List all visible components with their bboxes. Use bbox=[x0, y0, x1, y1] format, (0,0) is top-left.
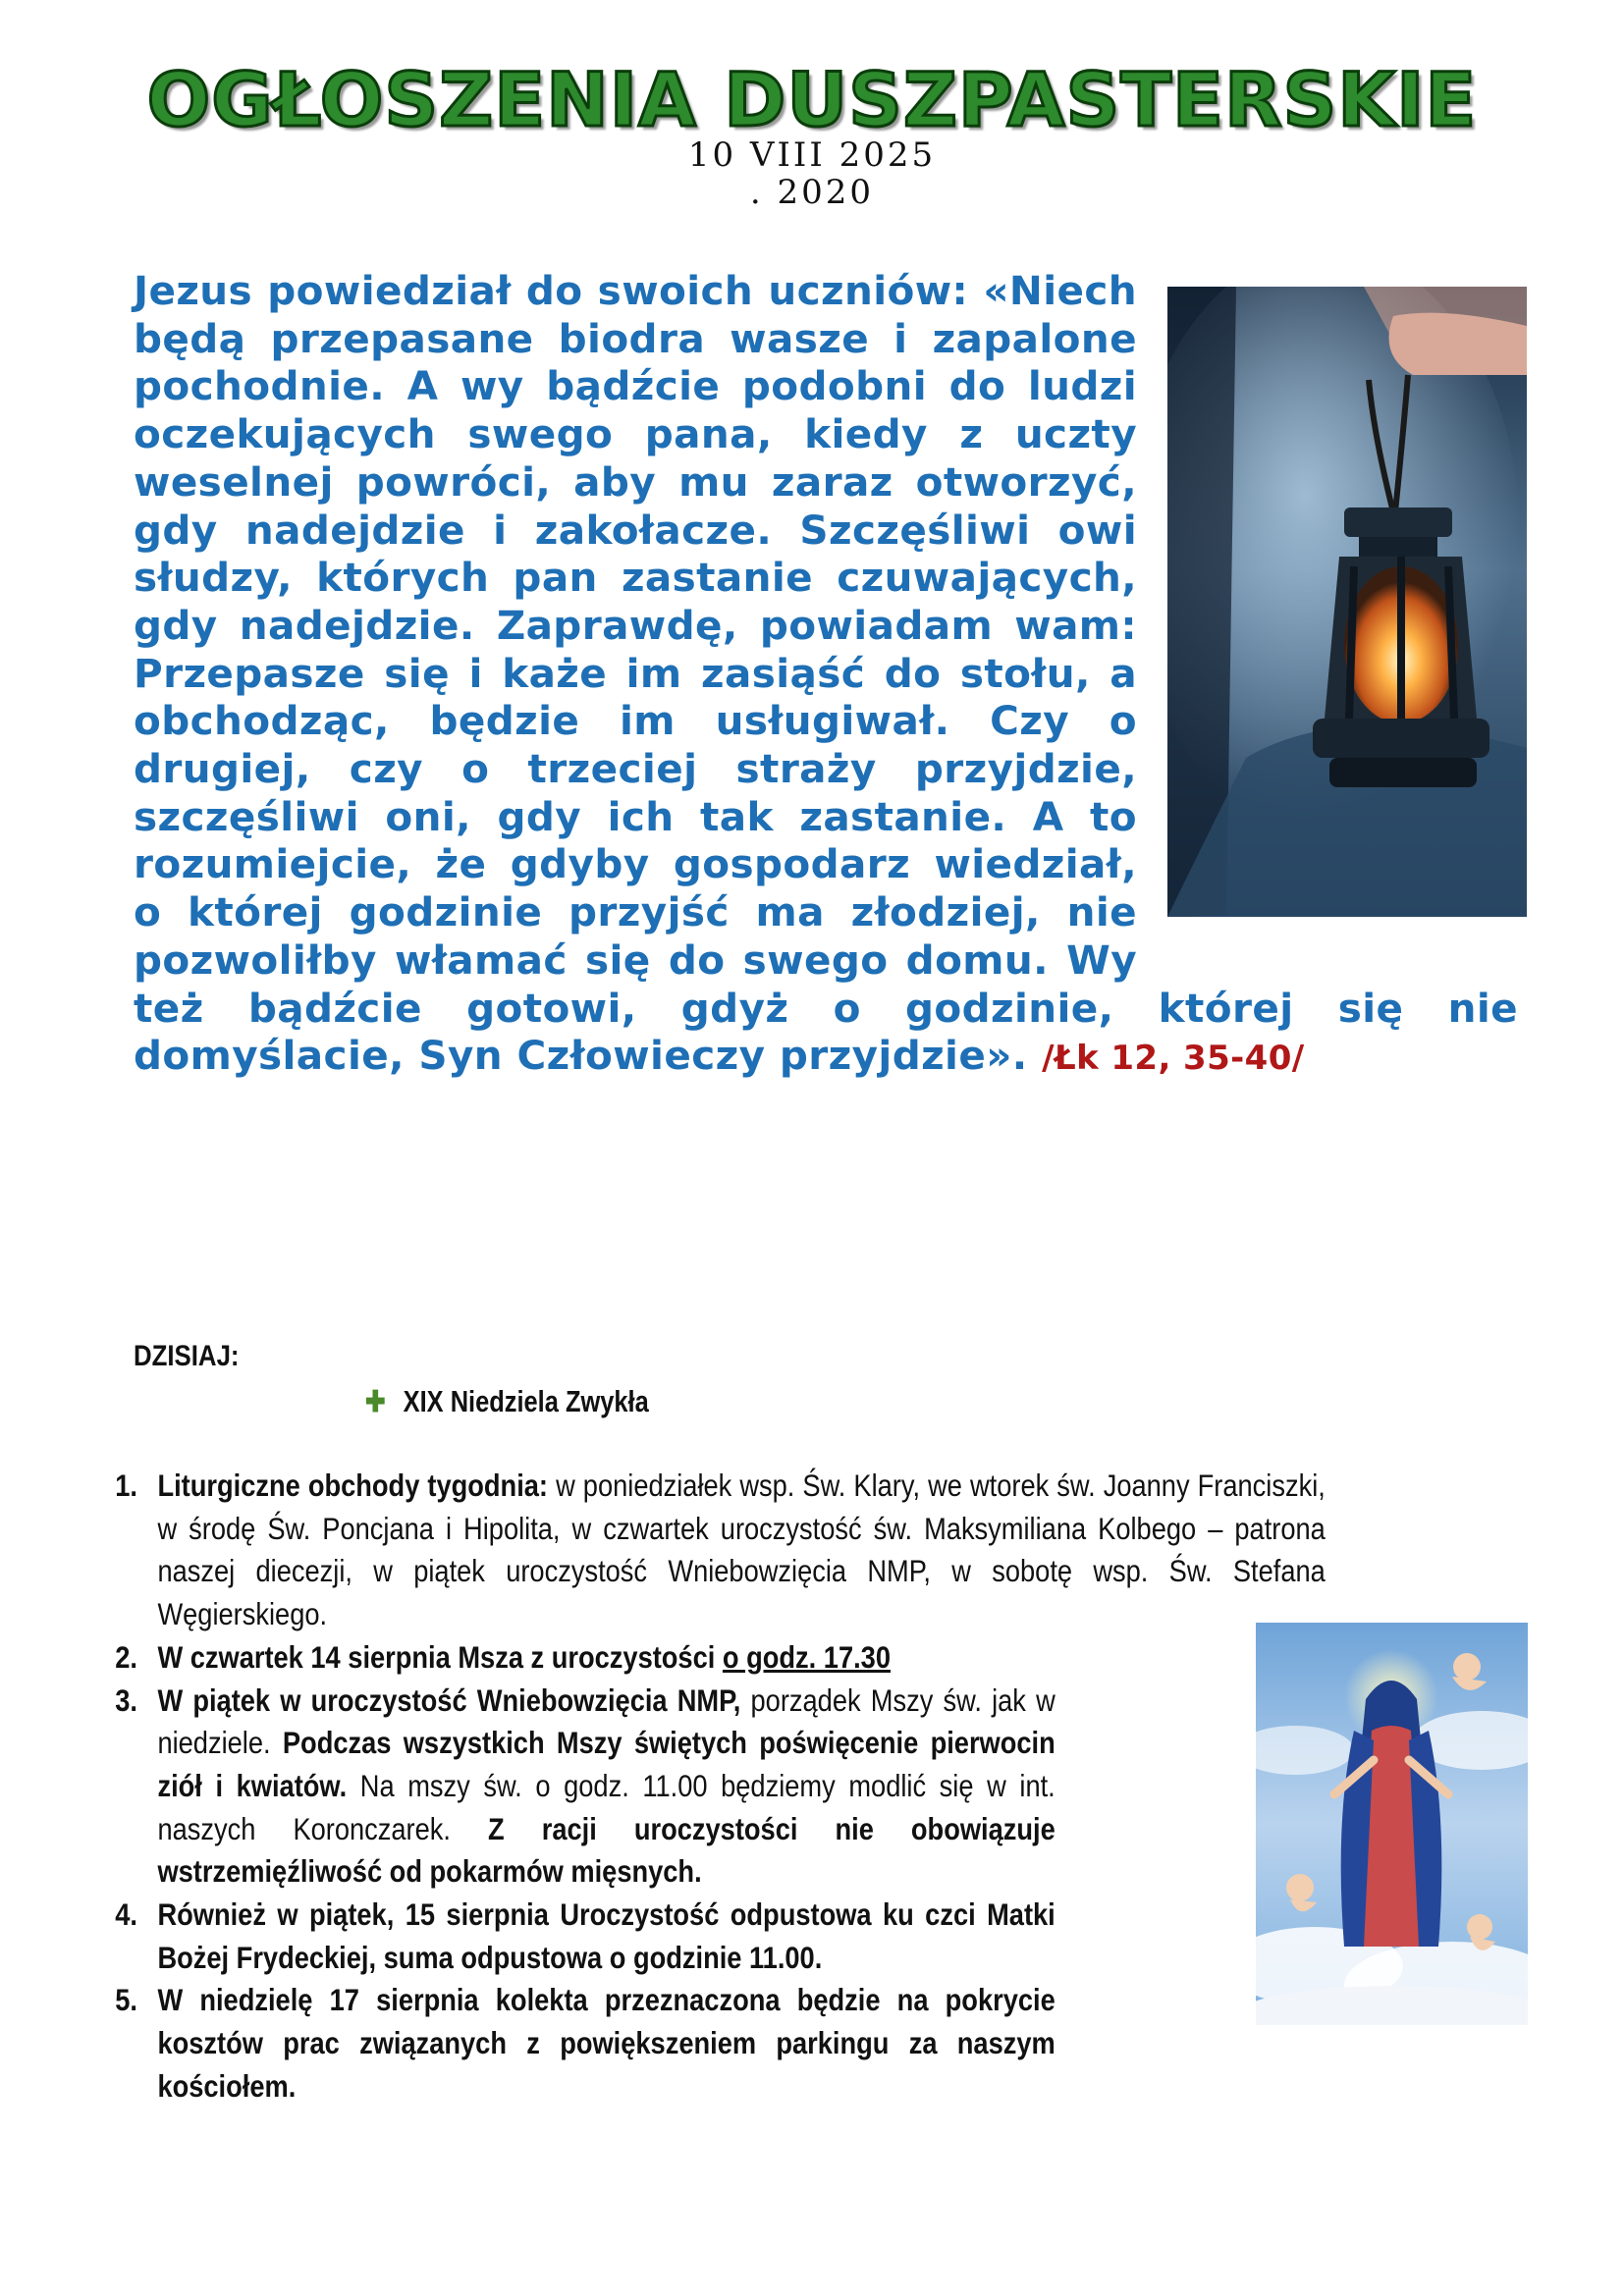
notice-lead: W czwartek 14 sierpnia Msza z uroczystości bbox=[157, 1638, 723, 1675]
notice-lead: Liturgiczne obchody tygodnia: bbox=[157, 1468, 549, 1503]
notice-item bbox=[110, 1680, 1056, 1895]
gospel-reference: /Łk 12, 35-40/ bbox=[1042, 1039, 1305, 1079]
notice-time: o godz. 17.30 bbox=[722, 1638, 892, 1675]
notice-item bbox=[110, 1894, 1056, 1979]
lantern-in-hand-image bbox=[1167, 287, 1527, 917]
notice-text: W niedzielę 17 sierpnia kolekta przeznaczona będzie na pokrycie kosztów prac związanych z powiększeniem parkingu za naszym kościołem. bbox=[157, 1982, 1056, 2104]
assumption-of-mary-image bbox=[1256, 1623, 1528, 2025]
today-label: DZISIAJ: bbox=[134, 1340, 240, 1372]
notice-number: 5. bbox=[115, 1982, 137, 2018]
notice-number: 4. bbox=[115, 1896, 137, 1933]
notice-text: Również w piątek, 15 sierpnia Uroczystość odpustowa ku czci Matki Bożej Frydeckiej, suma odpustowa o godzinie 11.00. bbox=[157, 1896, 1056, 1975]
notice-number: 3. bbox=[115, 1682, 137, 1718]
notice-item bbox=[110, 1636, 1056, 1680]
notice-lead: W piątek w uroczystość Wniebowzięcia NMP, bbox=[157, 1682, 741, 1718]
notice-number: 1. bbox=[115, 1468, 137, 1503]
assumption-illustration bbox=[1256, 1623, 1528, 2025]
date-line: 10 VIII 2025 bbox=[687, 135, 937, 175]
notice-item bbox=[110, 1979, 1056, 2108]
notice-text: w poniedziałek wsp. Św. Klary, we wtorek św. Joanny Franciszki, w środę Św. Poncjana i Hipolita, w czwartek uroczystość św. Maksymiliana Kolbego – patrona naszej diecezji, w piątek uroczystość Wniebowzięcia NMP, w sobotę wsp. Św. Stefana Węgierskiego. bbox=[157, 1468, 1326, 1632]
date-fragment: . 2020 bbox=[749, 173, 875, 212]
cross-icon: ✚ bbox=[365, 1386, 386, 1418]
gospel-text: Jezus powiedział do swoich uczniów: «Niech będą przepasane biodra wasze i zapalone pochodnie. A wy bądźcie podobni do ludzi oczekujących swego pana, kiedy z uczty weselnej powróci, aby mu zaraz otworzyć, gdy nadejdzie i zakołacze. Szczęśliwi owi słudzy, których pan zastanie czuwających, gdy nadejdzie. Zaprawdę, powiadam wam: Przepasze się i każe im zasiąść do stołu, a obchodząc, będzie im usługiwał. Czy o drugiej, czy o trzeciej straży przyjdzie, szczęśliwi oni, gdy ich tak zastanie. A to rozumiejcie, że gdyby gospodarz wiedział, o której godzinie przyjść ma złodziej, nie pozwoliłby włamać się do swego domu. Wy też bądźcie gotowi, gdyż o godzinie, której się nie domyślacie, Syn Człowieczy przyjdzie». bbox=[134, 267, 1518, 1080]
notice-item bbox=[110, 1465, 1326, 1636]
notice-text: Na mszy św. o godz. 11.00 będziemy modlić się w int. naszych Koronczarek. bbox=[157, 1767, 1056, 1846]
notice-bold-text: Z racji uroczystości nie obowiązuje wstrzemięźliwość od pokarmów mięsnych. bbox=[157, 1810, 1056, 1890]
today-item bbox=[365, 1382, 649, 1422]
notice-bold-text: Podczas wszystkich Mszy świętych poświęcenie pierwocin ziół i kwiatów. bbox=[157, 1725, 1056, 1803]
page-title: OGŁOSZENIA DUSZPASTERSKIE bbox=[146, 56, 1478, 143]
today-item-label: XIX Niedziela Zwykła bbox=[403, 1384, 649, 1418]
notice-text: porządek Mszy św. jak w niedziele. bbox=[157, 1682, 1056, 1761]
notice-number: 2. bbox=[115, 1638, 137, 1675]
lantern-illustration bbox=[1167, 287, 1527, 917]
